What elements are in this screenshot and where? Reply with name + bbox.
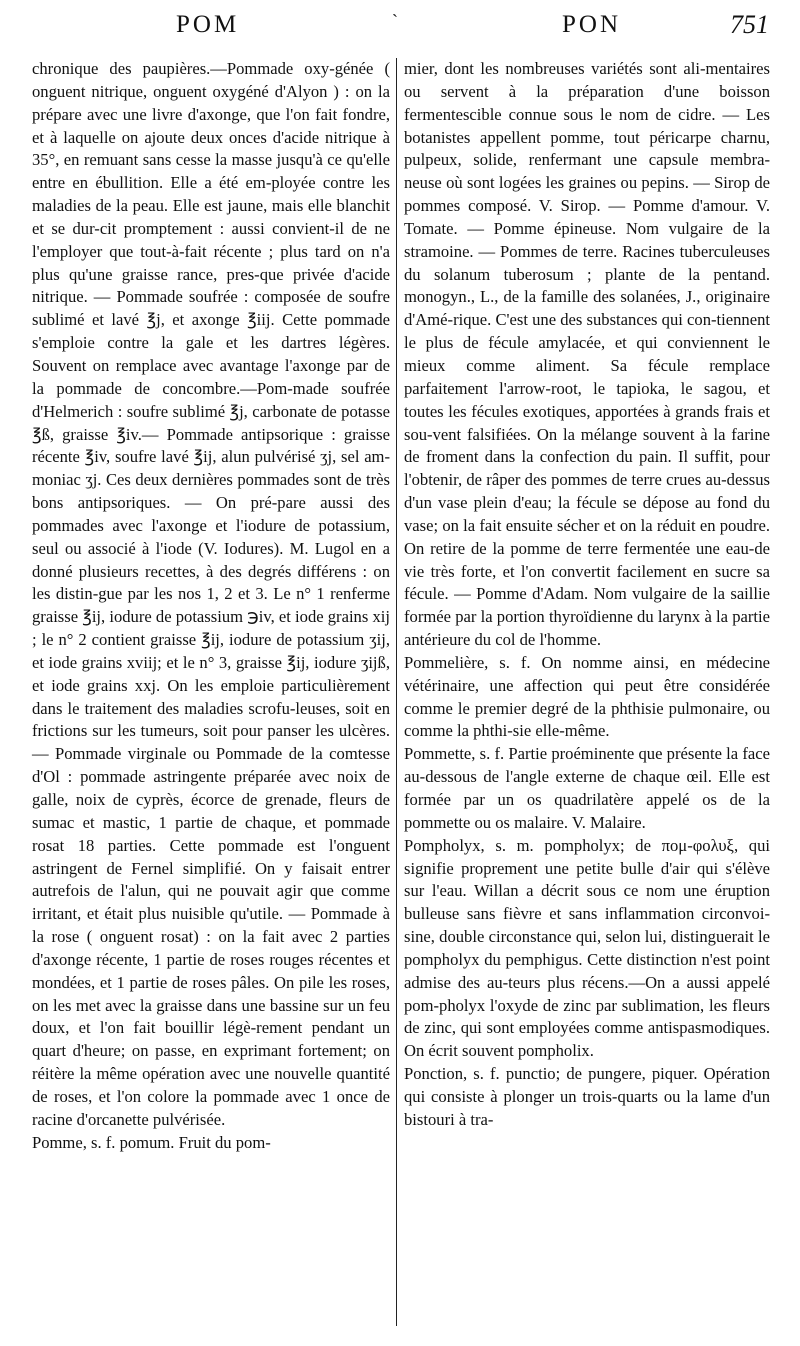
column-divider [396, 58, 397, 1326]
paragraph-pommade-continued: chronique des paupières.—Pommade oxy-génée ( onguent nitrique, onguent oxygéné d'Alyon ) : on la prépare avec une livre d'axonge, que l'on fait fondre, et à laquelle on ajoute deux onces d'acide nitrique à 35°, en remuant sans cesse la masse jusqu'à ce qu'elle entre en ébullition. Elle a été em-ployée contre les maladies de la peau. Elle est jaune, mais elle blanchit et se dur-cit promptement : aussi convient-il de ne l'employer que tout-à-fait récente ; plus tard on n'a plus qu'une graisse rance, pres-que privée d'acide nitrique. — Pommade soufrée : composée de soufre sublimé et lavé ℥j, et axonge ℥iij. Cette pommade s'emploie contre la gale et les dartres légères. Souvent on remplace avec avantage l'axonge par de la pommade de concombre.—Pom-made soufrée d'Helmerich : soufre sublimé ℥j, carbonate de potasse ℥ß, graisse ℥iv.— Pommade antipsorique : graisse récente ℥iv, soufre lavé ℥ij, alun pulvérisé ʒj, sel am-moniac ʒj. Ces deux dernières pommades sont de très bons antipsoriques. — On pré-pare aussi des pommades avec l'axonge et l'iodure de potassium, seul ou associé à l'iode (V. Iodures). M. Lugol en a donné plusieurs recettes, à des degrés différens : on les distin-gue par les nos 1, 2 et 3. Le n° 1 renferme graisse ℥ij, iodure de potassium ℈iv, et iode grains xij ; le n° 2 contient graisse ℥ij, iodure de potassium ʒij, et iode grains xviij; et le n° 3, graisse ℥ij, iodure ʒijß, et iode grains xxj. On les emploie particulièrement dans le traitement des maladies scrofu-leuses, soit en frictions sur les tumeurs, soit pour panser les ulcères. — Pommade virginale ou Pommade de la comtesse d'Ol : pommade astringente préparée avec noix de galle, noix de cyprès, écorce de grenade, fleurs de sumac et mastic, 1 partie de chaque, et pommade rosat 18 parties. Cette pommade est l'onguent astringent de Fernel simplifié. On y faisait entrer autrefois de l'alun, qui ne pouvait agir que comme irritant, et était plus nuisible qu'utile. — Pommade à la rose ( onguent rosat) : on la fait avec 2 parties d'axonge récente, 1 partie de roses rouges récentes et mondées, et 1 partie de roses pâles. On pile les roses, on les met avec la graisse dans une bassine sur un feu doux, et l'on fait bouillir légè-rement pendant un quart d'heure; on passe, en exprimant fortement; on réitère la même opération avec une nouvelle quantité de roses, et l'on colore la pommade avec 1 once de racine d'orcanette pulvérisée. [32, 59, 390, 1129]
paragraph-pomme: Pomme, s. f. pomum. Fruit du pom- [32, 1132, 271, 1152]
paragraph-pommeliere: Pommelière, s. f. On nomme ainsi, en médecine vétérinaire, une affection qui peut être considérée comme le premier degré de la phthisie pulmonaire, ou comme la phthi-sie elle-même. [404, 652, 770, 741]
paragraph-ponction: Ponction, s. f. punctio; de pungere, piquer. Opération qui consiste à plonger un trois-quarts ou la lame d'un bistouri à tra- [404, 1064, 770, 1129]
left-column [32, 58, 390, 1155]
right-column [404, 58, 770, 1132]
paragraph-pommette: Pommette, s. f. Partie proéminente que présente la face au-dessous de l'angle externe de chaque œil. Elle est formée par un os quadrilatère appelé os de la pommette ou os malaire. V. Malaire. [404, 744, 770, 832]
running-head-left: POM [176, 11, 240, 38]
page-number: 751 [730, 10, 769, 39]
header-mark: ˋ [392, 11, 398, 31]
running-head-right: PON [562, 11, 622, 38]
paragraph-pompholyx: Pompholyx, s. m. pompholyx; de πομ-φολυξ, qui signifie proprement une petite bulle d'air qui s'élève sur l'eau. Willan a décrit sous ce nom une éruption bulleuse sans fièvre et sans inflammation circonvoi-sine, double circonstance qui, selon lui, distinguerait le pompholyx du pemphigus. Cette distinction n'est point admise des au-teurs plus récens.—On a aussi appelé pom-pholyx l'oxyde de zinc par sublimation, les fleurs de zinc, qui sont employées comme antispasmodiques. On écrit souvent pompholix. [404, 835, 770, 1061]
paragraph-pomme-continued: mier, dont les nombreuses variétés sont ali-mentaires ou servent à la préparation d'une boisson fermentescible connue sous le nom de cidre. — Les botanistes appellent pomme, tout péricarpe charnu, pulpeux, solide, renfermant une capsule membra-neuse où sont logées les graines ou pepins. — Sirop de pommes composé. V. Sirop. — Pomme d'amour. V. Tomate. — Pomme épineuse. Nom vulgaire de la stramoine. — Pommes de terre. Racines tuberculeuses du solanum tuberosum ; plante de la pentand. monogyn., L., de la famille des solanées, J., originaire d'Amé-rique. C'est une des substances qui con-tiennent le plus de fécule amylacée, et qui conviennent le mieux comme aliment. Sa fécule remplace parfaitement l'arrow-root, le tapioka, le sagou, et toutes les fécules exotiques, apportées à grands frais et sou-vent falsifiées. On la mélange souvent à la farine de froment dans la confection du pain. Il suffit, pour l'obtenir, de râper des pommes de terre crues au-dessus d'un vase plein d'eau; la fécule se dépose au fond du vase; on la fait ensuite sécher et on la réduit en poudre. On retire de la pomme de terre fermentée une eau-de vie très forte, et l'on convertit facilement en sucre sa fécule. — Pomme d'Adam. Nom vulgaire de la saillie formée par la portion thyroïdienne du larynx à la partie antérieure du col de l'homme. [404, 59, 770, 650]
